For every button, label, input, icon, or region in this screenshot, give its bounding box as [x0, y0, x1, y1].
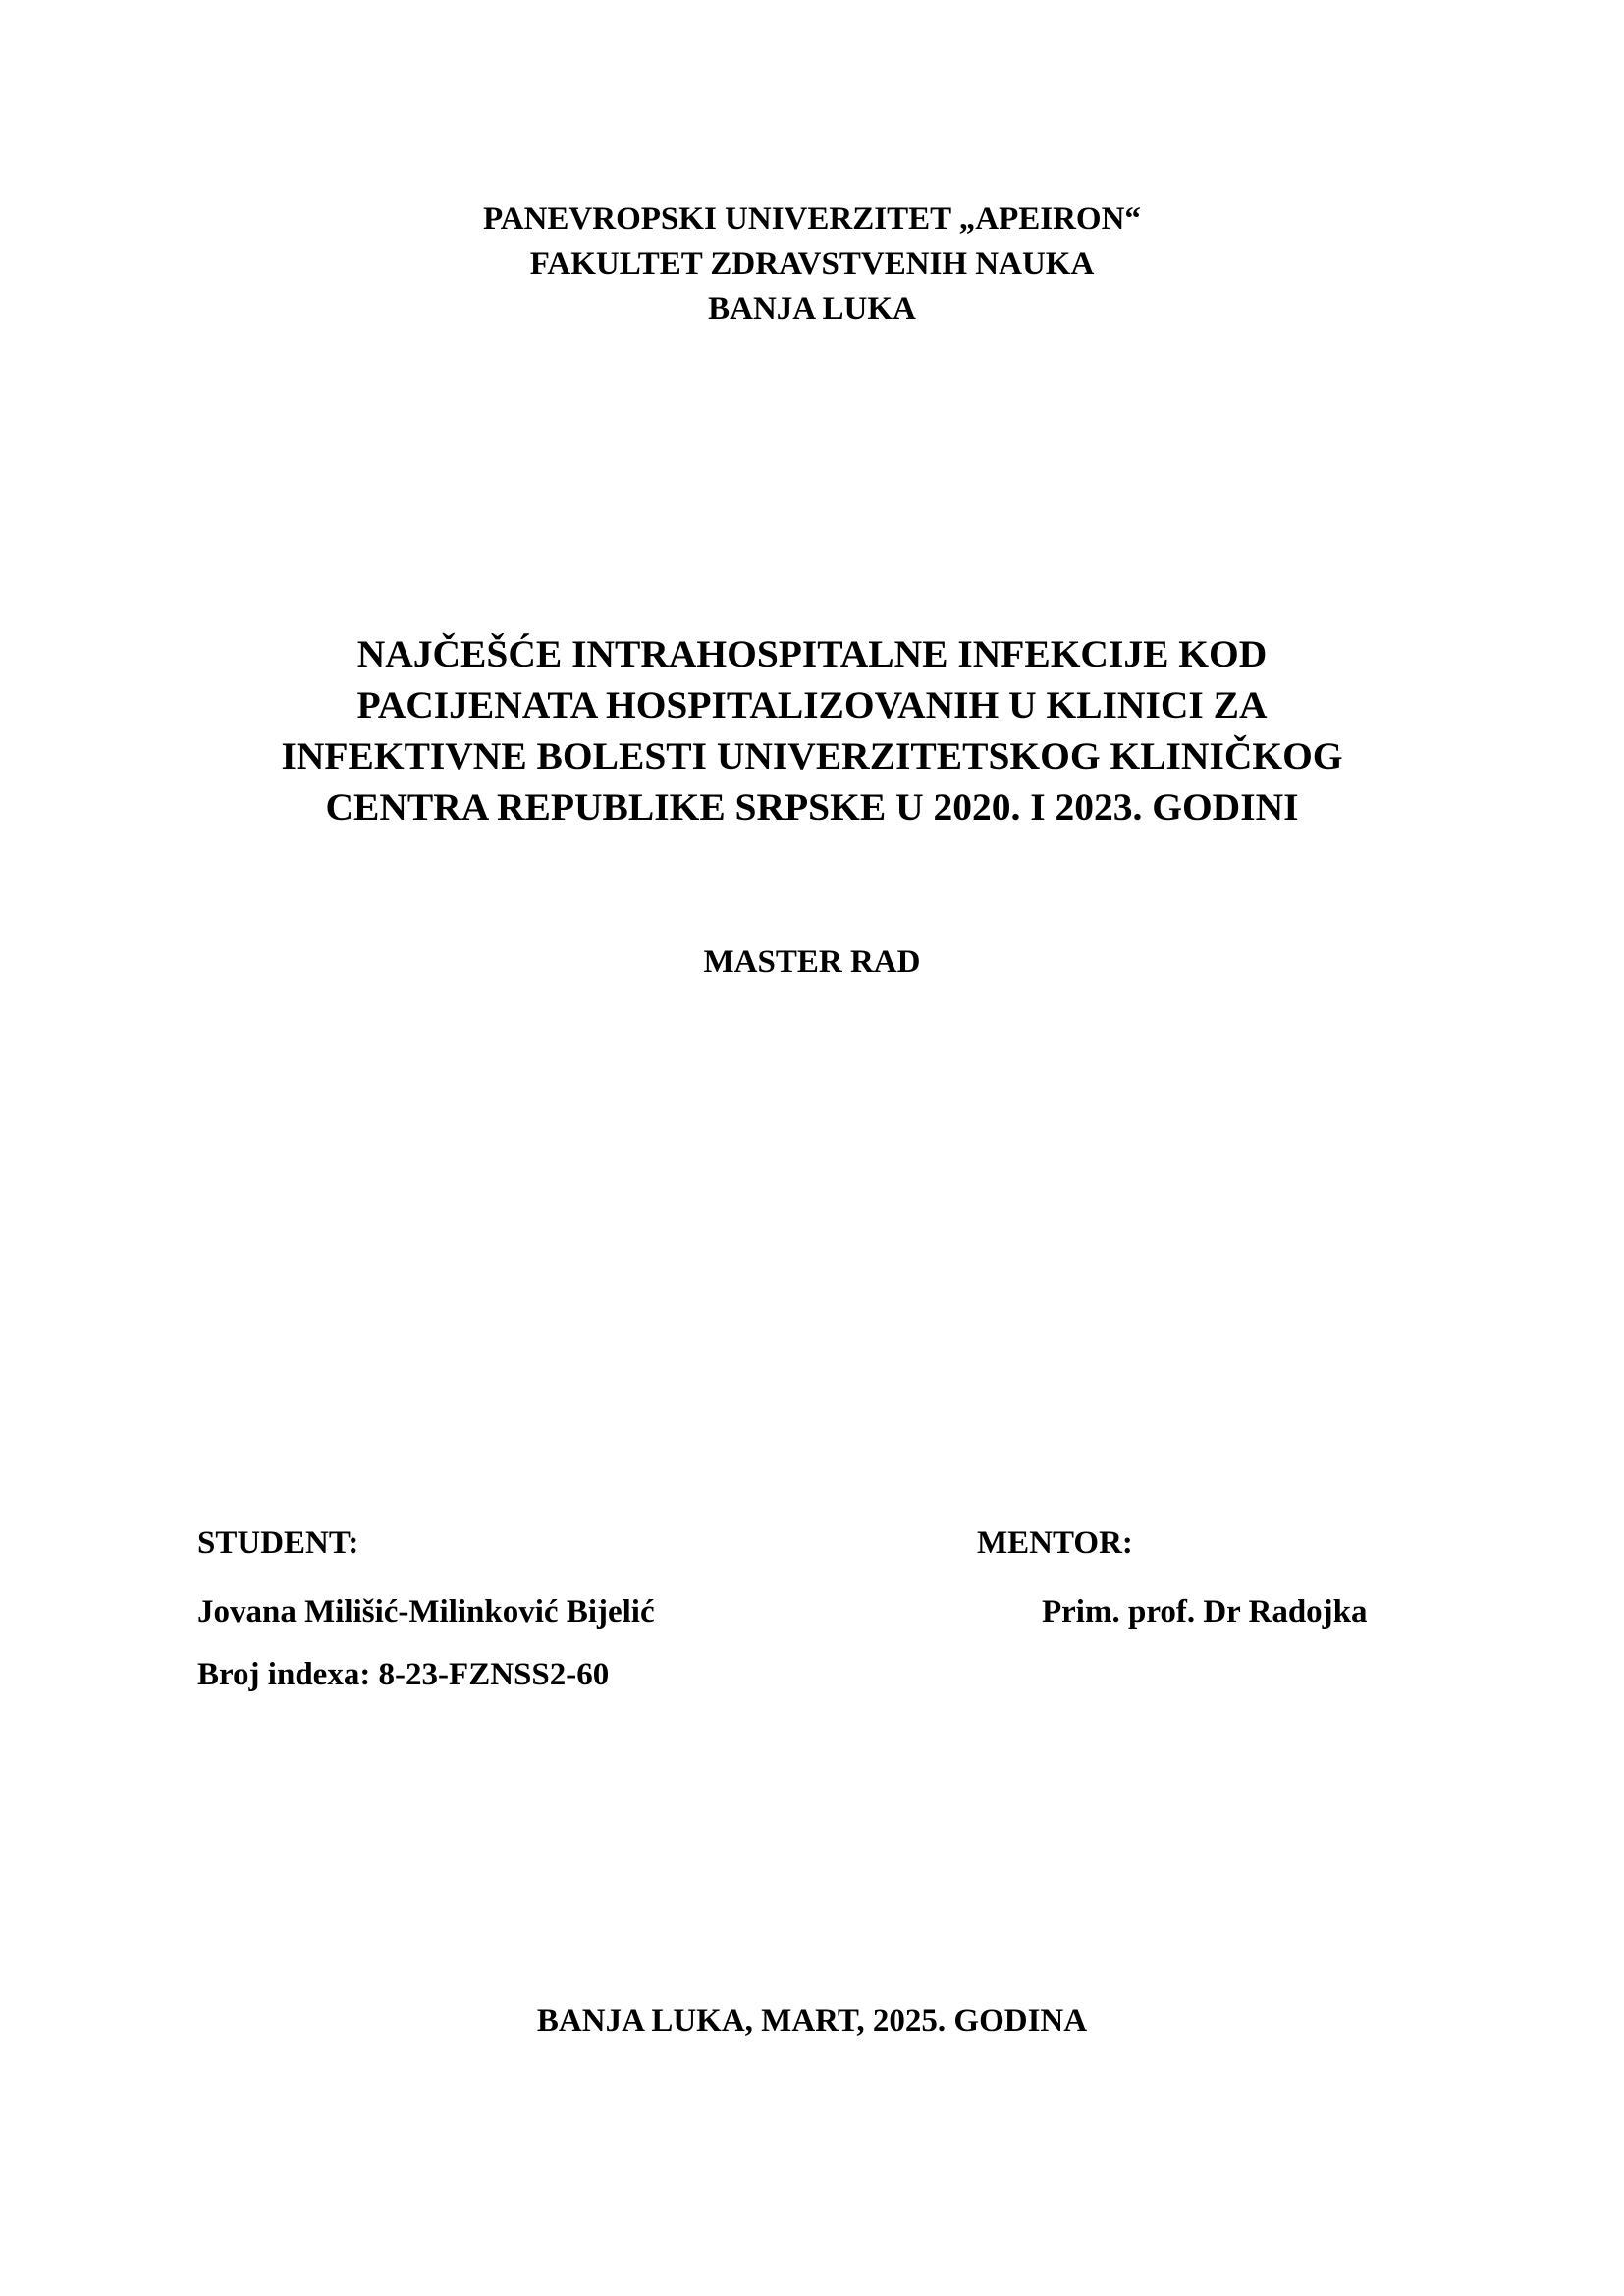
- student-block: [197, 1522, 747, 1696]
- thesis-title-line: CENTRA REPUBLIKE SRPSKE U 2020. I 2023. GODINI: [325, 785, 1299, 828]
- mentor-block: [977, 1522, 1527, 1633]
- faculty-name: FAKULTET ZDRAVSTVENIH NAUKA: [529, 246, 1095, 282]
- mentor-label: MENTOR:: [977, 1525, 1133, 1561]
- thesis-title-line: INFEKTIVNE BOLESTI UNIVERZITETSKOG KLINIČKOG: [281, 734, 1343, 777]
- student-name: Jovana Milišić-Milinković Bijelić: [197, 1594, 655, 1629]
- student-index-number: Broj indexa: 8-23-FZNSS2-60: [197, 1657, 610, 1692]
- thesis-title-line: NAJČEŠĆE INTRAHOSPITALNE INFEKCIJE KOD: [356, 632, 1268, 675]
- thesis-title-line: PACIJENATA HOSPITALIZOVANIH U KLINICI ZA: [356, 683, 1268, 726]
- university-name: PANEVROPSKI UNIVERZITET „APEIRON“: [483, 201, 1141, 237]
- work-type: MASTER RAD: [703, 944, 921, 980]
- mentor-name: Prim. prof. Dr Radojka: [1042, 1594, 1368, 1629]
- header-city: BANJA LUKA: [708, 292, 916, 327]
- student-label: STUDENT:: [197, 1525, 359, 1561]
- place-and-date: BANJA LUKA, MART, 2025. GODINA: [536, 2003, 1088, 2039]
- thesis-title: [157, 628, 1467, 832]
- institution-header: [0, 196, 1624, 332]
